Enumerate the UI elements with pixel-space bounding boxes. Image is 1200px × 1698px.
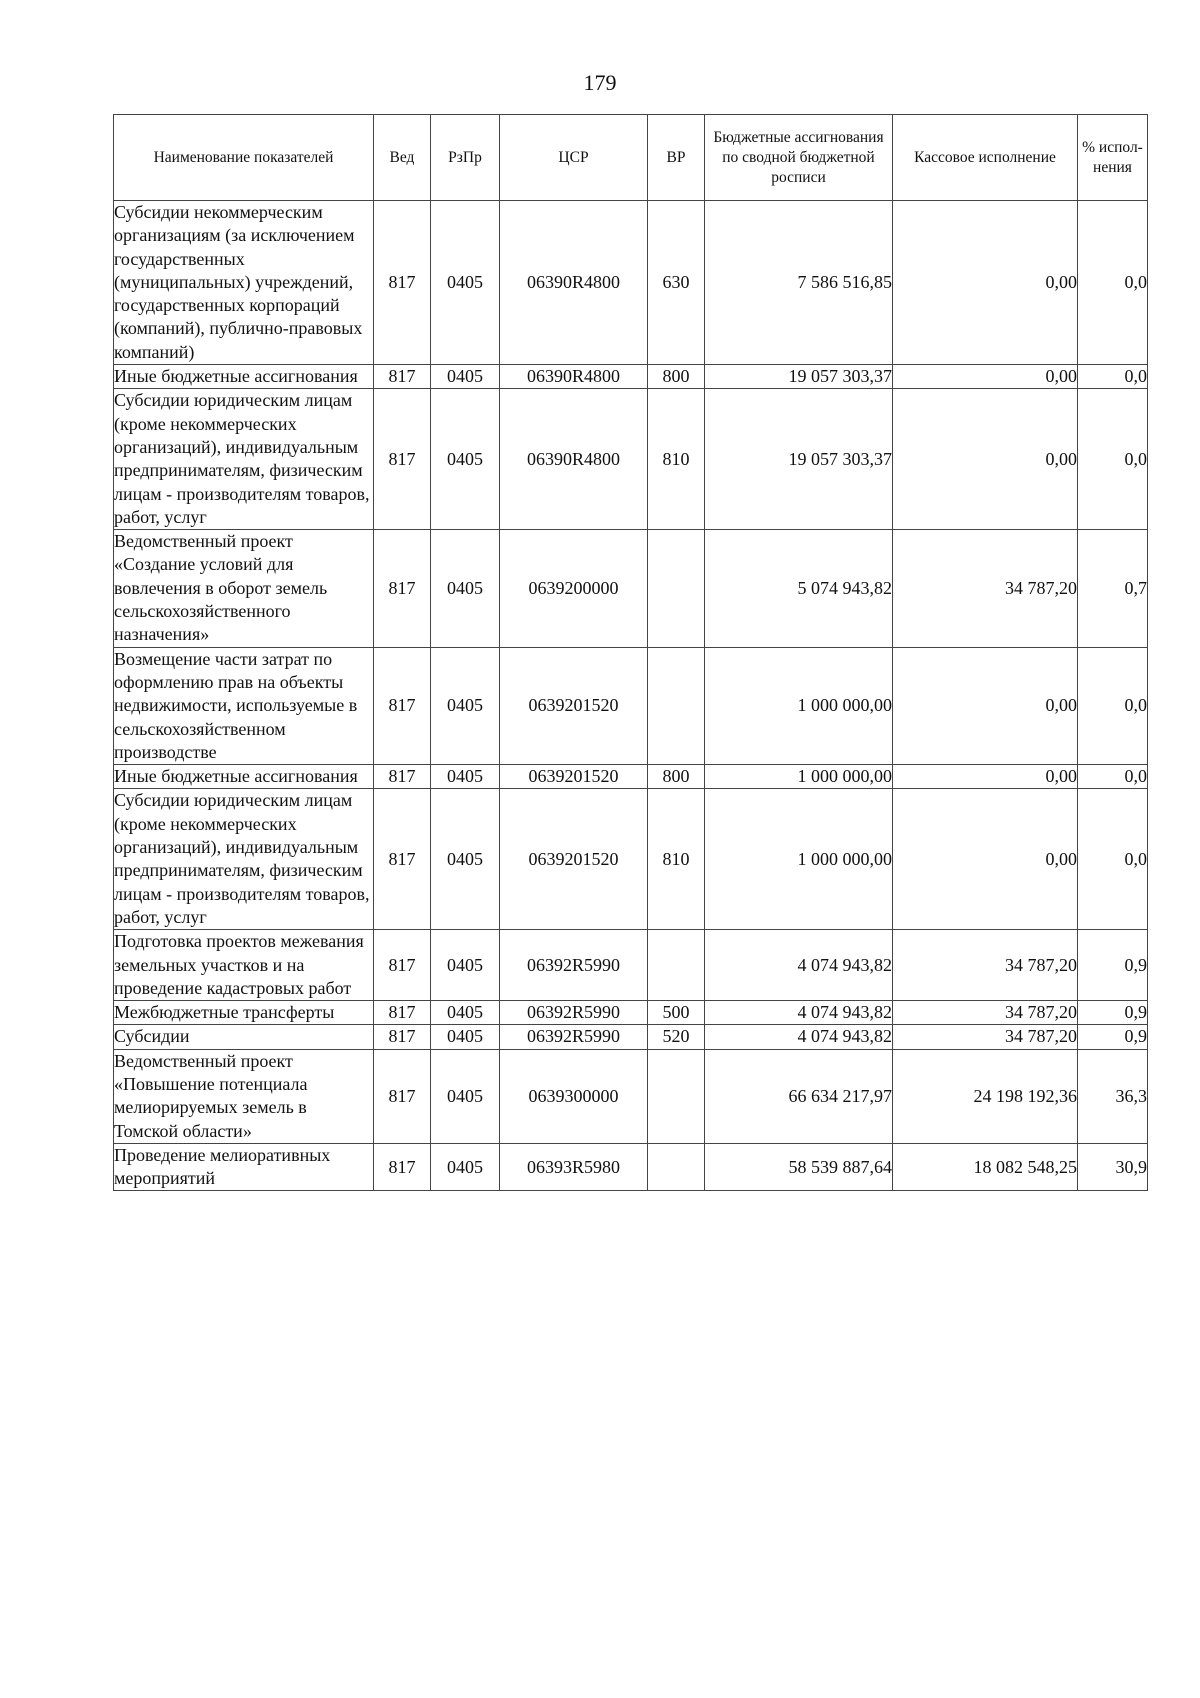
row-vr: 810 bbox=[648, 789, 705, 930]
budget-table bbox=[113, 114, 1148, 1191]
row-name: Иные бюджетные ассигнования bbox=[114, 365, 374, 389]
row-csr: 0639201520 bbox=[500, 765, 648, 789]
row-rzpr: 0405 bbox=[431, 789, 500, 930]
row-percent: 30,9 bbox=[1078, 1143, 1148, 1191]
row-ved: 817 bbox=[374, 789, 431, 930]
row-executed: 0,00 bbox=[893, 789, 1078, 930]
row-ved: 817 bbox=[374, 765, 431, 789]
row-executed: 0,00 bbox=[893, 765, 1078, 789]
row-percent: 0,0 bbox=[1078, 201, 1148, 365]
row-executed: 24 198 192,36 bbox=[893, 1049, 1078, 1143]
row-name: Ведомственный проект «Повышение потенциала мелиорируемых земель в Томской области» bbox=[114, 1049, 374, 1143]
row-executed: 34 787,20 bbox=[893, 1001, 1078, 1025]
row-rzpr: 0405 bbox=[431, 647, 500, 764]
row-ved: 817 bbox=[374, 389, 431, 530]
header-percent: % испол-нения bbox=[1078, 115, 1148, 201]
row-csr: 06392R5990 bbox=[500, 1001, 648, 1025]
row-vr bbox=[648, 1049, 705, 1143]
row-assigned: 4 074 943,82 bbox=[705, 1025, 893, 1049]
row-executed: 34 787,20 bbox=[893, 1025, 1078, 1049]
row-assigned: 1 000 000,00 bbox=[705, 647, 893, 764]
header-rzpr: РзПр bbox=[431, 115, 500, 201]
row-name: Субсидии bbox=[114, 1025, 374, 1049]
row-ved: 817 bbox=[374, 647, 431, 764]
header-ved: Вед bbox=[374, 115, 431, 201]
table-row bbox=[114, 365, 1148, 389]
row-csr: 0639201520 bbox=[500, 647, 648, 764]
table-row bbox=[114, 1001, 1148, 1025]
row-name: Субсидии юридическим лицам (кроме некоммерческих организаций), индивидуальным предпринимателям, физическим лицам - производителям товаров, работ, услуг bbox=[114, 789, 374, 930]
row-executed: 34 787,20 bbox=[893, 930, 1078, 1001]
row-csr: 06390R4800 bbox=[500, 201, 648, 365]
row-assigned: 1 000 000,00 bbox=[705, 789, 893, 930]
row-name: Проведение мелиоративных мероприятий bbox=[114, 1143, 374, 1191]
table-row bbox=[114, 1143, 1148, 1191]
row-assigned: 1 000 000,00 bbox=[705, 765, 893, 789]
table-header-row bbox=[114, 115, 1148, 201]
row-executed: 34 787,20 bbox=[893, 530, 1078, 647]
row-executed: 18 082 548,25 bbox=[893, 1143, 1078, 1191]
row-name: Субсидии некоммерческим организациям (за исключением государственных (муниципальных) учреждений, государственных корпораций (компаний), публично-правовых компаний) bbox=[114, 201, 374, 365]
table-row bbox=[114, 1049, 1148, 1143]
table-row bbox=[114, 930, 1148, 1001]
row-executed: 0,00 bbox=[893, 647, 1078, 764]
row-csr: 0639300000 bbox=[500, 1049, 648, 1143]
row-ved: 817 bbox=[374, 201, 431, 365]
page-number: 179 bbox=[583, 70, 617, 95]
row-csr: 06390R4800 bbox=[500, 365, 648, 389]
row-vr: 500 bbox=[648, 1001, 705, 1025]
row-name: Подготовка проектов межевания земельных участков и на проведение кадастровых работ bbox=[114, 930, 374, 1001]
row-executed: 0,00 bbox=[893, 389, 1078, 530]
row-vr bbox=[648, 930, 705, 1001]
row-percent: 36,3 bbox=[1078, 1049, 1148, 1143]
row-assigned: 66 634 217,97 bbox=[705, 1049, 893, 1143]
row-assigned: 58 539 887,64 bbox=[705, 1143, 893, 1191]
header-assigned: Бюджетные ассигнования по сводной бюджетной росписи bbox=[705, 115, 893, 201]
row-assigned: 7 586 516,85 bbox=[705, 201, 893, 365]
row-vr: 520 bbox=[648, 1025, 705, 1049]
row-name: Возмещение части затрат по оформлению прав на объекты недвижимости, используемые в сельскохозяйственном производстве bbox=[114, 647, 374, 764]
row-rzpr: 0405 bbox=[431, 201, 500, 365]
row-vr bbox=[648, 1143, 705, 1191]
table-row bbox=[114, 389, 1148, 530]
header-csr: ЦСР bbox=[500, 115, 648, 201]
row-percent: 0,0 bbox=[1078, 789, 1148, 930]
row-rzpr: 0405 bbox=[431, 1143, 500, 1191]
row-rzpr: 0405 bbox=[431, 1025, 500, 1049]
table-row bbox=[114, 201, 1148, 365]
row-percent: 0,7 bbox=[1078, 530, 1148, 647]
row-name: Иные бюджетные ассигнования bbox=[114, 765, 374, 789]
row-percent: 0,9 bbox=[1078, 1025, 1148, 1049]
row-assigned: 4 074 943,82 bbox=[705, 1001, 893, 1025]
row-ved: 817 bbox=[374, 1001, 431, 1025]
row-csr: 06392R5990 bbox=[500, 1025, 648, 1049]
row-rzpr: 0405 bbox=[431, 530, 500, 647]
row-csr: 0639200000 bbox=[500, 530, 648, 647]
row-ved: 817 bbox=[374, 930, 431, 1001]
row-percent: 0,9 bbox=[1078, 930, 1148, 1001]
row-ved: 817 bbox=[374, 530, 431, 647]
row-rzpr: 0405 bbox=[431, 930, 500, 1001]
row-csr: 06392R5990 bbox=[500, 930, 648, 1001]
row-vr: 800 bbox=[648, 765, 705, 789]
row-percent: 0,0 bbox=[1078, 389, 1148, 530]
row-ved: 817 bbox=[374, 365, 431, 389]
row-vr bbox=[648, 530, 705, 647]
row-rzpr: 0405 bbox=[431, 365, 500, 389]
header-executed: Кассовое исполнение bbox=[893, 115, 1078, 201]
row-ved: 817 bbox=[374, 1143, 431, 1191]
row-rzpr: 0405 bbox=[431, 765, 500, 789]
row-percent: 0,0 bbox=[1078, 765, 1148, 789]
row-csr: 06393R5980 bbox=[500, 1143, 648, 1191]
row-ved: 817 bbox=[374, 1025, 431, 1049]
row-vr: 800 bbox=[648, 365, 705, 389]
table-row bbox=[114, 765, 1148, 789]
row-rzpr: 0405 bbox=[431, 1049, 500, 1143]
row-vr bbox=[648, 647, 705, 764]
row-percent: 0,9 bbox=[1078, 1001, 1148, 1025]
row-rzpr: 0405 bbox=[431, 389, 500, 530]
row-executed: 0,00 bbox=[893, 365, 1078, 389]
header-name: Наименование показателей bbox=[114, 115, 374, 201]
header-vr: ВР bbox=[648, 115, 705, 201]
row-vr: 810 bbox=[648, 389, 705, 530]
row-executed: 0,00 bbox=[893, 201, 1078, 365]
row-assigned: 5 074 943,82 bbox=[705, 530, 893, 647]
table-row bbox=[114, 530, 1148, 647]
row-assigned: 19 057 303,37 bbox=[705, 389, 893, 530]
table-row bbox=[114, 647, 1148, 764]
row-ved: 817 bbox=[374, 1049, 431, 1143]
row-vr: 630 bbox=[648, 201, 705, 365]
row-assigned: 4 074 943,82 bbox=[705, 930, 893, 1001]
row-csr: 0639201520 bbox=[500, 789, 648, 930]
row-name: Ведомственный проект «Создание условий для вовлечения в оборот земель сельскохозяйственного назначения» bbox=[114, 530, 374, 647]
row-percent: 0,0 bbox=[1078, 365, 1148, 389]
row-name: Субсидии юридическим лицам (кроме некоммерческих организаций), индивидуальным предпринимателям, физическим лицам - производителям товаров, работ, услуг bbox=[114, 389, 374, 530]
row-assigned: 19 057 303,37 bbox=[705, 365, 893, 389]
table-row bbox=[114, 1025, 1148, 1049]
row-csr: 06390R4800 bbox=[500, 389, 648, 530]
table-row bbox=[114, 789, 1148, 930]
row-percent: 0,0 bbox=[1078, 647, 1148, 764]
row-name: Межбюджетные трансферты bbox=[114, 1001, 374, 1025]
row-rzpr: 0405 bbox=[431, 1001, 500, 1025]
